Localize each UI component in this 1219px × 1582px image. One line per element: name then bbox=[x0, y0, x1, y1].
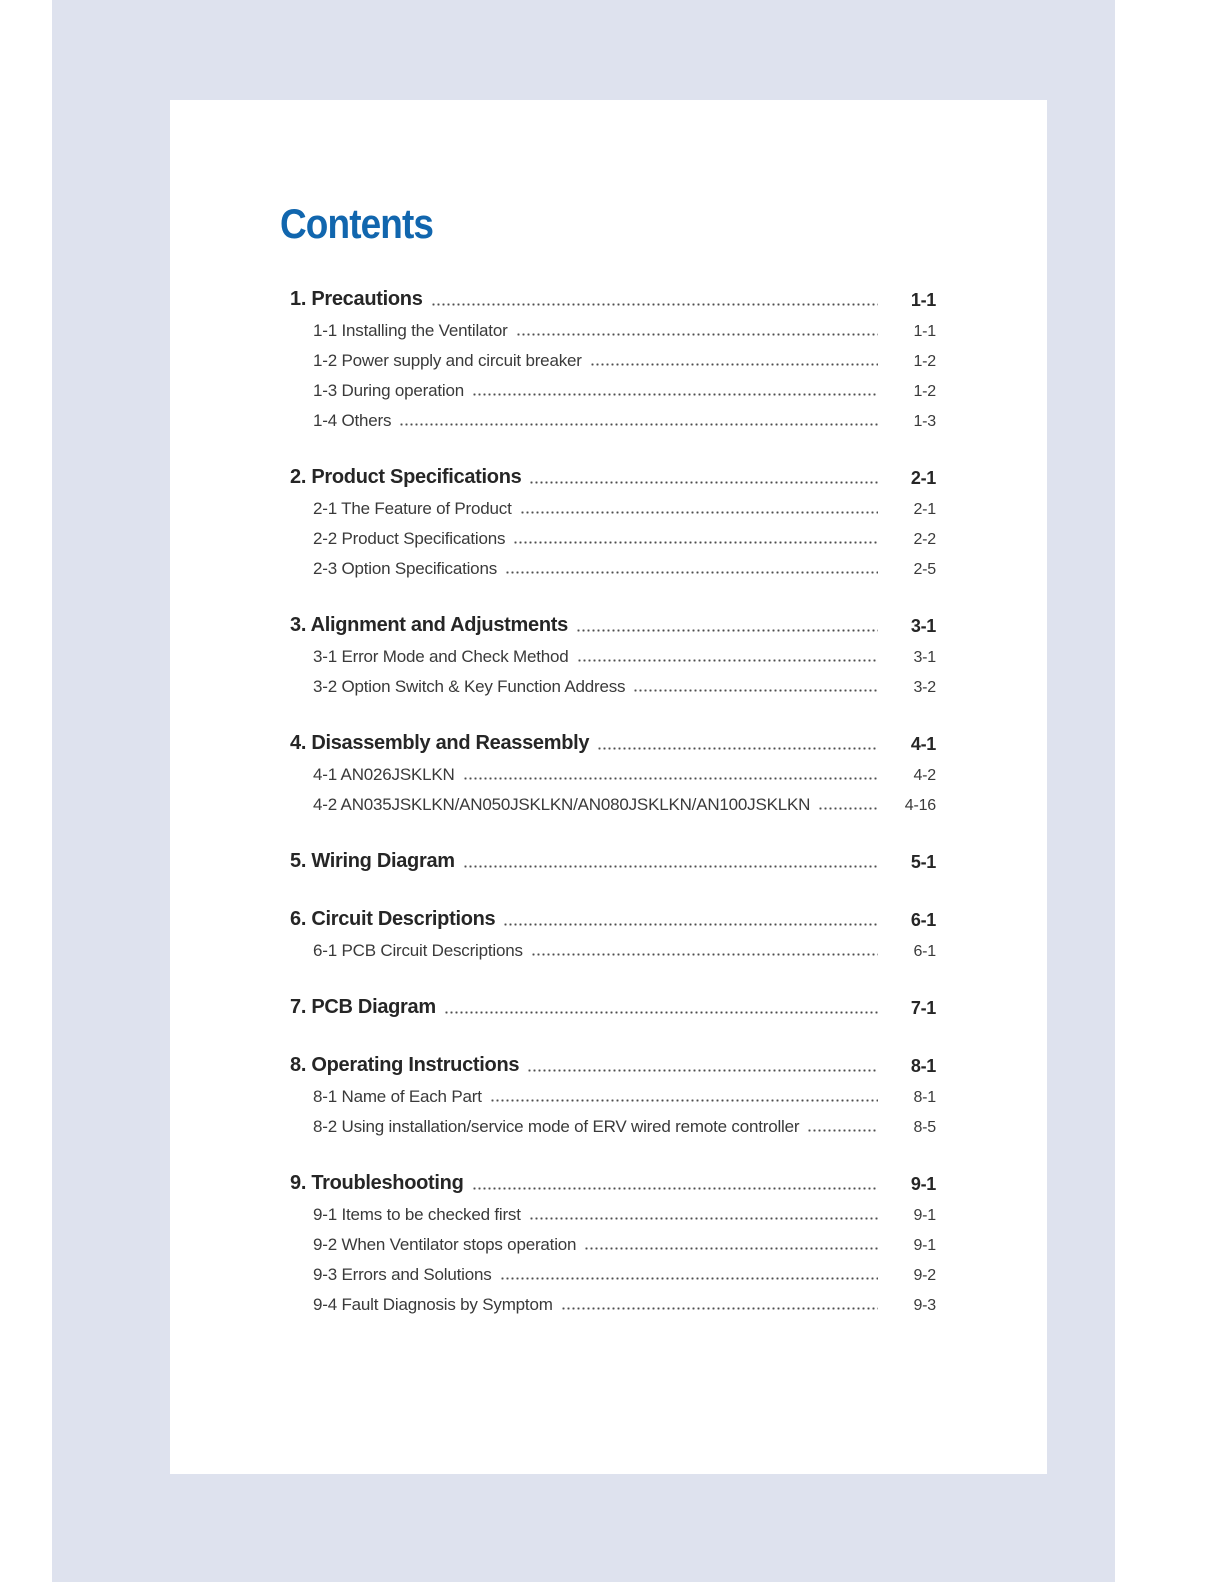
toc-sub-label: 2-3 Option Specifications bbox=[313, 559, 497, 579]
toc-section-row bbox=[290, 901, 936, 931]
toc-section-label: 2. Product Specifications bbox=[290, 466, 522, 488]
toc-sub-label: 1-4 Others bbox=[313, 411, 392, 431]
dot-leader bbox=[472, 1187, 879, 1190]
toc-page-number: 9-1 bbox=[913, 1206, 936, 1224]
toc-page-number: 2-2 bbox=[913, 530, 936, 548]
toc-page-number: 4-16 bbox=[904, 796, 936, 814]
toc-sub-label: 8-2 Using installation/service mode of ERV wired remote controller bbox=[313, 1117, 800, 1137]
dot-leader bbox=[577, 659, 878, 662]
toc-page-number: 3-2 bbox=[913, 678, 936, 696]
toc-section bbox=[280, 281, 936, 431]
toc-section-row bbox=[290, 459, 936, 489]
toc-section-row bbox=[290, 607, 936, 637]
toc-page-number: 8-1 bbox=[913, 1088, 936, 1106]
toc-page-number: 2-1 bbox=[910, 468, 936, 489]
dot-leader bbox=[584, 1247, 878, 1250]
toc-page-number: 6-1 bbox=[910, 910, 936, 931]
toc-page-number: 1-2 bbox=[913, 352, 936, 370]
toc-page-number: 1-2 bbox=[913, 382, 936, 400]
toc-page-number: 9-2 bbox=[913, 1266, 936, 1284]
toc-sub-row bbox=[313, 401, 936, 431]
toc-sub-label: 3-1 Error Mode and Check Method bbox=[313, 647, 569, 667]
toc-section bbox=[280, 843, 936, 873]
dot-leader bbox=[503, 923, 878, 926]
dot-leader bbox=[463, 777, 878, 780]
document-sheet bbox=[170, 100, 1047, 1474]
toc-page-number: 1-3 bbox=[913, 412, 936, 430]
toc-sub-row bbox=[313, 755, 936, 785]
toc-section-row bbox=[290, 1165, 936, 1195]
toc-sub-label: 9-1 Items to be checked first bbox=[313, 1205, 521, 1225]
toc-sub-label: 1-3 During operation bbox=[313, 381, 464, 401]
toc-page-number: 5-1 bbox=[910, 852, 936, 873]
toc-sub-row bbox=[313, 785, 936, 815]
toc-page-number: 3-1 bbox=[910, 616, 936, 637]
toc-sub-row bbox=[313, 549, 936, 579]
toc-section-label: 3. Alignment and Adjustments bbox=[290, 614, 568, 636]
dot-leader bbox=[529, 481, 878, 484]
toc-sub-row bbox=[313, 341, 936, 371]
toc-sub-row bbox=[313, 489, 936, 519]
toc-section bbox=[280, 459, 936, 579]
toc-sub-label: 1-1 Installing the Ventilator bbox=[313, 321, 508, 341]
toc-page-number: 2-1 bbox=[913, 500, 936, 518]
toc-page-number: 1-1 bbox=[910, 290, 936, 311]
toc-section-row bbox=[290, 843, 936, 873]
toc-section bbox=[280, 901, 936, 961]
dot-leader bbox=[490, 1099, 878, 1102]
toc-section-label: 9. Troubleshooting bbox=[290, 1172, 464, 1194]
toc-sub-label: 4-1 AN026JSKLKN bbox=[313, 765, 455, 785]
toc-section bbox=[280, 989, 936, 1019]
dot-leader bbox=[513, 541, 878, 544]
toc-section-row bbox=[290, 725, 936, 755]
toc-sub-row bbox=[313, 1077, 936, 1107]
toc-section-label: 7. PCB Diagram bbox=[290, 996, 436, 1018]
dot-leader bbox=[597, 747, 878, 750]
dot-leader bbox=[561, 1307, 878, 1310]
toc-page-number: 9-1 bbox=[910, 1174, 936, 1195]
toc-section-label: 5. Wiring Diagram bbox=[290, 850, 455, 872]
toc-sub-label: 9-4 Fault Diagnosis by Symptom bbox=[313, 1295, 553, 1315]
contents-title: Contents bbox=[280, 200, 434, 247]
dot-leader bbox=[529, 1217, 878, 1220]
toc-section bbox=[280, 1047, 936, 1137]
dot-leader bbox=[590, 363, 878, 366]
dot-leader bbox=[807, 1129, 878, 1132]
toc-sub-row bbox=[313, 311, 936, 341]
toc-page-number: 8-1 bbox=[910, 1056, 936, 1077]
toc-sub-label: 2-1 The Feature of Product bbox=[313, 499, 512, 519]
dot-leader bbox=[444, 1011, 878, 1014]
toc-page-number: 4-2 bbox=[913, 766, 936, 784]
dot-leader bbox=[516, 333, 878, 336]
dot-leader bbox=[399, 423, 878, 426]
dot-leader bbox=[472, 393, 878, 396]
toc-sub-row bbox=[313, 519, 936, 549]
toc-page-number: 3-1 bbox=[913, 648, 936, 666]
toc-sub-row bbox=[313, 1255, 936, 1285]
dot-leader bbox=[463, 865, 878, 868]
toc-sub-row bbox=[313, 1195, 936, 1225]
toc-sub-label: 8-1 Name of Each Part bbox=[313, 1087, 482, 1107]
toc-sub-label: 3-2 Option Switch & Key Function Address bbox=[313, 677, 626, 697]
toc-sub-row bbox=[313, 1107, 936, 1137]
dot-leader bbox=[520, 511, 878, 514]
toc-page-number: 2-5 bbox=[913, 560, 936, 578]
dot-leader bbox=[818, 807, 878, 810]
toc-section bbox=[280, 607, 936, 697]
dot-leader bbox=[500, 1277, 878, 1280]
toc-section-row bbox=[290, 989, 936, 1019]
toc-sub-label: 9-3 Errors and Solutions bbox=[313, 1265, 492, 1285]
toc-sub-row bbox=[313, 1285, 936, 1315]
table-of-contents bbox=[280, 281, 936, 1315]
toc-section-label: 1. Precautions bbox=[290, 288, 423, 310]
dot-leader bbox=[505, 571, 878, 574]
toc-page-number: 4-1 bbox=[910, 734, 936, 755]
toc-sub-label: 4-2 AN035JSKLKN/AN050JSKLKN/AN080JSKLKN/AN100JSKLKN bbox=[313, 795, 811, 815]
toc-sub-row bbox=[313, 371, 936, 401]
toc-sub-label: 2-2 Product Specifications bbox=[313, 529, 506, 549]
toc-sub-row bbox=[313, 1225, 936, 1255]
toc-page-number: 6-1 bbox=[913, 942, 936, 960]
toc-sub-row bbox=[313, 931, 936, 961]
toc-section-row bbox=[290, 1047, 936, 1077]
toc-page-number: 1-1 bbox=[913, 322, 936, 340]
toc-section-label: 6. Circuit Descriptions bbox=[290, 908, 496, 930]
toc-page-number: 9-1 bbox=[913, 1236, 936, 1254]
toc-section-label: 4. Disassembly and Reassembly bbox=[290, 732, 590, 754]
toc-section bbox=[280, 725, 936, 815]
dot-leader bbox=[531, 953, 878, 956]
dot-leader bbox=[527, 1069, 878, 1072]
toc-sub-label: 9-2 When Ventilator stops operation bbox=[313, 1235, 577, 1255]
toc-page-number: 9-3 bbox=[913, 1296, 936, 1314]
dot-leader bbox=[431, 303, 878, 306]
toc-section-label: 8. Operating Instructions bbox=[290, 1054, 520, 1076]
toc-section bbox=[280, 1165, 936, 1315]
toc-sub-row bbox=[313, 667, 936, 697]
toc-page-number: 8-5 bbox=[913, 1118, 936, 1136]
toc-sub-row bbox=[313, 637, 936, 667]
dot-leader bbox=[633, 689, 878, 692]
dot-leader bbox=[576, 629, 878, 632]
toc-section-row bbox=[290, 281, 936, 311]
toc-page-number: 7-1 bbox=[910, 998, 936, 1019]
toc-sub-label: 6-1 PCB Circuit Descriptions bbox=[313, 941, 523, 961]
toc-sub-label: 1-2 Power supply and circuit breaker bbox=[313, 351, 582, 371]
